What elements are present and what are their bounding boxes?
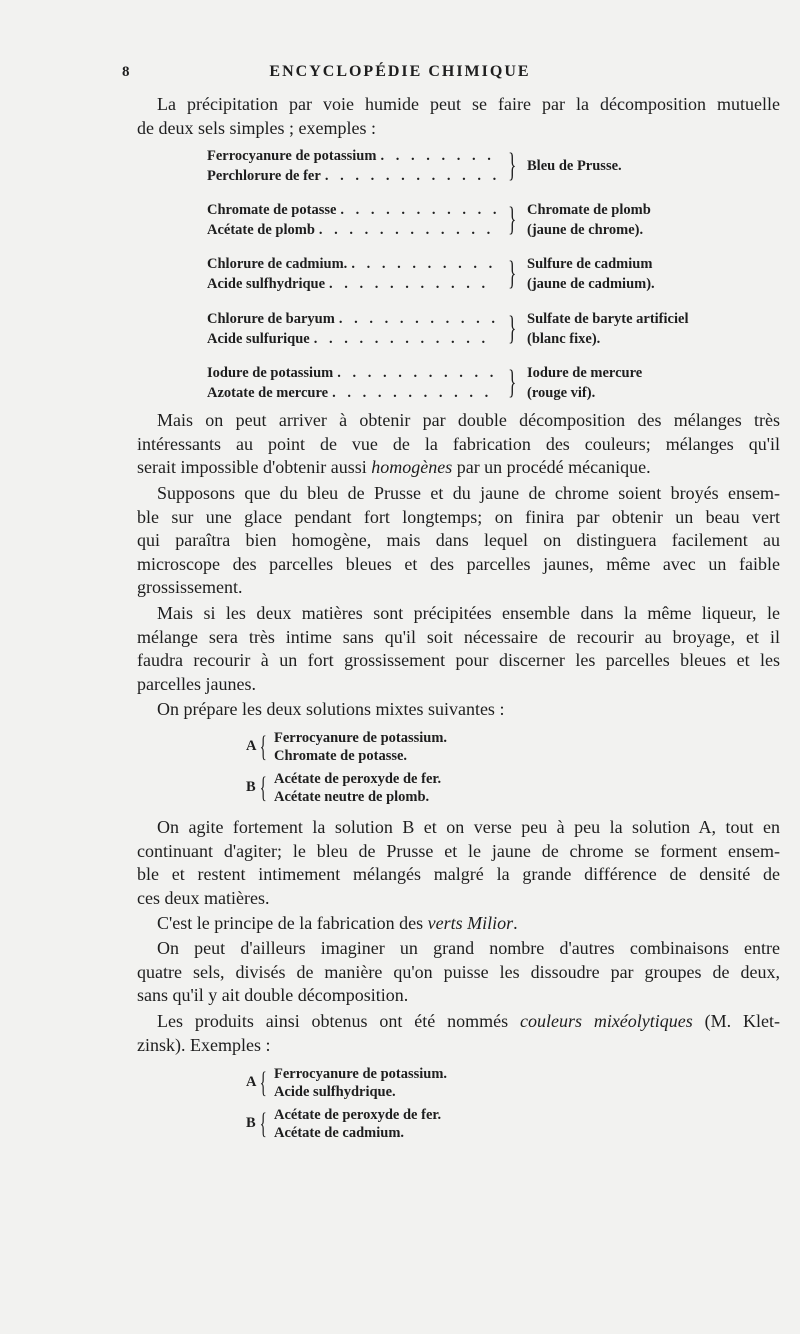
product-line: Bleu de Prusse. [527, 158, 622, 174]
italic-term: homogènes [371, 457, 453, 478]
reagent [207, 309, 497, 329]
dot-leader [336, 200, 497, 220]
solution-items [274, 730, 447, 765]
brace-icon: { [259, 1107, 267, 1140]
text-line [137, 649, 780, 673]
reaction-row [207, 254, 655, 308]
brace-icon: { [259, 1066, 267, 1099]
reagent [207, 166, 497, 186]
reaction-row [207, 146, 622, 200]
text-segment: qui paraîtra bien homogène, mais dans lequel on distinguera facilement au [137, 530, 780, 551]
text-segment: Mais si les deux matières sont précipitées ensemble dans la même liqueur, le [157, 603, 780, 623]
reagent-name: Chlorure de baryum [207, 310, 335, 327]
text-segment: par un procédé mécanique. [452, 457, 651, 478]
product-line: (jaune de cadmium). [527, 276, 655, 293]
text-line [137, 506, 780, 530]
reagent [207, 220, 497, 240]
text-line [137, 984, 780, 1008]
solution-item: Acétate de peroxyde de fer. [274, 1107, 442, 1123]
text-line [137, 93, 780, 117]
paragraph-solutions [137, 698, 780, 722]
dot-leader [325, 274, 497, 294]
text-line [137, 912, 780, 936]
reaction-table [207, 146, 689, 417]
text-line [137, 529, 780, 553]
text-line [137, 1034, 780, 1058]
text-segment: La précipitation par voie humide peut se faire par la décomposition mutuelle [157, 94, 780, 114]
italic-term: verts Milior [427, 913, 514, 933]
paragraph-mixeolytiques [137, 1010, 780, 1057]
text-line [137, 1010, 780, 1034]
text-segment: ble et restent intimement mélangés malgré la grande différence de densité de [137, 864, 780, 885]
text-segment: mélange sera très intime sans qu'il soit nécessaire de recourir au broyage, et il [137, 626, 780, 647]
solution-item: Acétate de peroxyde de fer. [274, 771, 442, 787]
text-line [137, 887, 780, 911]
dot-leader [310, 329, 497, 349]
reaction-product [527, 309, 688, 349]
text-segment: quatre sels, divisés de manière qu'on puisse les dissoudre par groupes de deux, [137, 961, 780, 982]
brace-icon: } [508, 201, 517, 239]
dot-leader [321, 166, 497, 186]
text-segment: Mais on peut arriver à obtenir par double décomposition des mélanges très [157, 410, 780, 430]
reagent [207, 383, 497, 403]
text-segment: ble sur une glace pendant fort longtemps; on finira par obtenir un beau vert [137, 506, 780, 527]
text-segment: microscope des parcelles bleues et des parcelles jaunes, même avec un faible [137, 553, 780, 574]
reagent-name: Iodure de potassium [207, 364, 334, 381]
text-line [137, 456, 780, 480]
reaction-product [527, 156, 622, 176]
text-line [137, 698, 780, 722]
reagent [207, 274, 497, 294]
paragraph-verts-milior [137, 912, 780, 936]
brace-icon: { [259, 771, 267, 804]
dot-leader [333, 363, 497, 383]
text-line [137, 840, 780, 864]
reaction-product [527, 254, 655, 294]
solution-item: Acétate neutre de plomb. [274, 788, 430, 805]
text-segment: parcelles jaunes. [137, 673, 256, 694]
text-line [137, 602, 780, 626]
reagent [207, 329, 497, 349]
reaction-product [527, 200, 651, 240]
reaction-row [207, 200, 651, 254]
reagent [207, 254, 497, 274]
paragraph-intro [137, 93, 780, 140]
text-line [137, 816, 780, 840]
paragraph-agite [137, 816, 780, 910]
text-line [137, 117, 780, 141]
solution-item: Ferrocyanure de potassium. [274, 730, 448, 746]
text-segment: zinsk). Exemples : [137, 1034, 271, 1055]
reaction-row [207, 309, 689, 363]
product-line: Sulfate de baryte artificiel [527, 310, 689, 327]
product-line: Iodure de mercure [527, 364, 643, 381]
reagent [207, 363, 497, 383]
text-line [137, 937, 780, 961]
product-line: (jaune de chrome). [527, 222, 644, 239]
text-segment: C'est le principe de la fabrication des [157, 913, 428, 933]
reagent-name: Chromate de potasse [207, 202, 337, 219]
solution-item: Acétate de cadmium. [274, 1124, 405, 1141]
reagent-name: Ferrocyanure de potassium [207, 148, 377, 164]
solution-letter: A [246, 738, 257, 754]
text-segment: faudra recourir à un fort grossissement pour discerner les parcelles bleues et les [137, 650, 780, 671]
brace-icon: } [508, 363, 517, 401]
brace-icon: { [259, 730, 267, 763]
page-number: 8 [122, 64, 130, 80]
text-segment: Les produits ainsi obtenus ont été nommés [157, 1011, 520, 1031]
text-segment: . [513, 913, 518, 933]
text-line [137, 553, 780, 577]
text-segment: Supposons que du bleu de Prusse et du jaune de chrome soient broyés ensem- [157, 483, 780, 503]
text-segment: On agite fortement la solution B et on verse peu à peu la solution A, tout en [157, 817, 780, 837]
dot-leader [328, 383, 497, 403]
text-segment: serait impossible d'obtenir aussi [137, 457, 372, 478]
product-line: (rouge vif). [527, 384, 596, 401]
text-segment: ces deux matières. [137, 887, 270, 908]
reagent-name: Acétate de plomb [207, 222, 315, 239]
paragraph-precipitees [137, 602, 780, 696]
product-line: (blanc fixe). [527, 330, 601, 347]
solution-item: Chromate de potasse. [274, 747, 408, 764]
brace-icon: } [508, 255, 517, 293]
reagent [207, 146, 497, 166]
solution-letter: B [246, 779, 256, 795]
solution-items [274, 1066, 447, 1101]
product-line: Chromate de plomb [527, 202, 651, 219]
text-line [137, 673, 780, 697]
text-line [137, 482, 780, 506]
text-line [137, 433, 780, 457]
text-segment: On peut d'ailleurs imaginer un grand nombre d'autres combinaisons entre [157, 938, 780, 958]
text-segment: continuant d'agiter; le bleu de Prusse et le jaune de chrome se forment ensem- [137, 840, 780, 861]
paragraph-supposons [137, 482, 780, 600]
solution-item: Acide sulfhydrique. [274, 1083, 396, 1100]
product-line: Sulfure de cadmium [527, 256, 653, 273]
dot-leader [335, 309, 497, 329]
paragraph-combinaisons [137, 937, 780, 1008]
dot-leader [376, 146, 497, 166]
text-segment: (M. Klet- [692, 1011, 780, 1031]
text-line [137, 863, 780, 887]
reagent-name: Acide sulfhydrique [207, 276, 326, 293]
brace-icon: } [508, 309, 517, 347]
reagent-name: Perchlorure de fer [207, 168, 321, 184]
solution-letter: B [246, 1115, 256, 1131]
italic-term: couleurs mixéolytiques [519, 1011, 693, 1031]
text-line [137, 576, 780, 600]
dot-leader [315, 220, 497, 240]
dot-leader [347, 254, 497, 274]
text-segment: On prépare les deux solutions mixtes suivantes : [157, 699, 505, 719]
text-segment: sans qu'il y ait double décomposition. [137, 985, 409, 1006]
reagent [207, 200, 497, 220]
solution-item: Ferrocyanure de potassium. [274, 1066, 448, 1082]
solution-items [274, 771, 441, 806]
text-segment: de deux sels simples ; exemples : [137, 117, 376, 138]
text-line [137, 626, 780, 650]
text-line [137, 409, 780, 433]
text-segment: intéressants au point de vue de la fabrication des couleurs; mélanges qu'il [137, 433, 780, 454]
reaction-product [527, 363, 642, 403]
reagent-name: Acide sulfurique [207, 330, 310, 347]
reagent-name: Chlorure de cadmium. [207, 256, 348, 273]
running-title: ENCYCLOPÉDIE CHIMIQUE [269, 63, 531, 80]
text-line [137, 961, 780, 985]
paragraph-double-decomposition [137, 409, 780, 480]
text-segment: grossissement. [137, 577, 243, 598]
solution-items [274, 1107, 441, 1142]
solution-letter: A [246, 1074, 257, 1090]
reagent-name: Azotate de mercure [207, 384, 329, 401]
brace-icon: } [508, 147, 517, 184]
